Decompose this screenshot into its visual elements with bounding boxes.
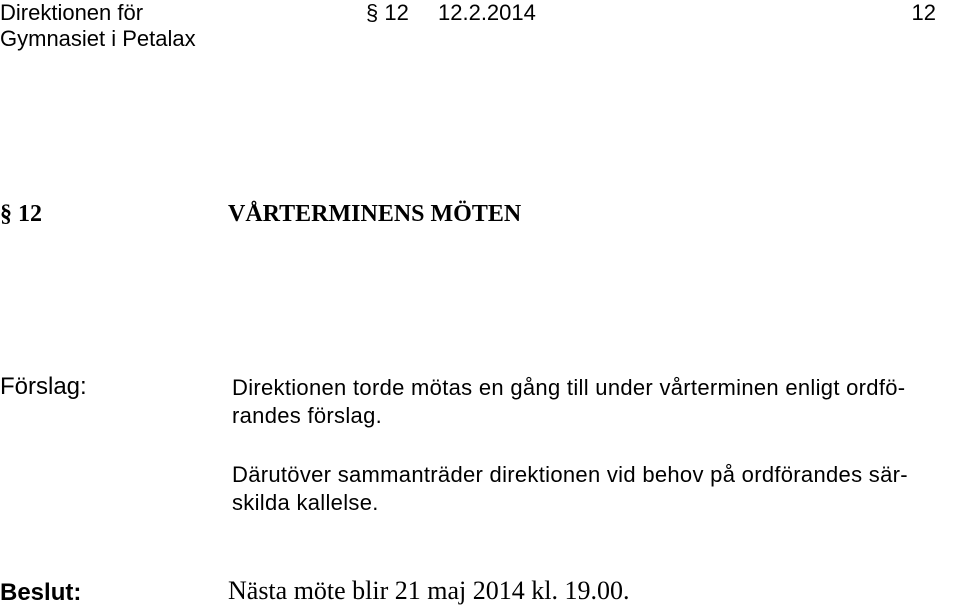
proposal-paragraph xyxy=(232,374,957,430)
header-organization xyxy=(0,0,196,52)
header-organization-line2: Gymnasiet i Petalax xyxy=(0,26,196,51)
decision-label: Beslut: xyxy=(0,579,82,606)
header-page-number: 12 xyxy=(911,0,936,25)
header-organization-line1: Direktionen för xyxy=(0,0,144,25)
header-date: 12.2.2014 xyxy=(438,0,536,25)
proposal-paragraph xyxy=(232,461,957,517)
proposal-paragraph2-line2: skilda kallelse. xyxy=(232,490,379,515)
section-title: VÅRTERMINENS MÖTEN xyxy=(228,201,522,227)
proposal-paragraph1-line2: randes förslag. xyxy=(232,403,383,428)
proposal-label: Förslag: xyxy=(0,373,87,400)
section-number: § 12 xyxy=(0,201,42,227)
proposal-paragraph1-line1: Direktionen torde mötas en gång till under vårterminen enligt ordfö- xyxy=(232,375,906,400)
proposal-paragraph2-line1: Därutöver sammanträder direktionen vid behov på ordförandes sär- xyxy=(232,462,908,487)
header-section-number: § 12 xyxy=(366,0,409,25)
decision-text: Nästa möte blir 21 maj 2014 kl. 19.00. xyxy=(228,576,630,605)
